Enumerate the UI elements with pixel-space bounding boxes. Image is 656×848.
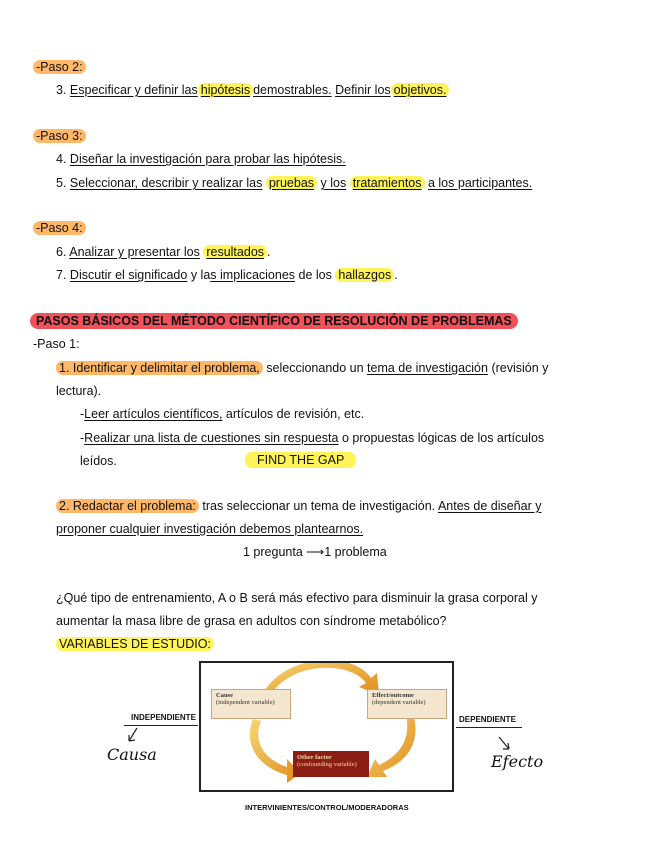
item2-underline-1: Antes de diseñar y [437, 499, 542, 513]
item2-highlight: 2. Redactar el problema: [56, 499, 199, 513]
paso1-sub2-cont: leídos. [80, 454, 117, 468]
item5-text-1: Seleccionar, describir y realizar las [69, 176, 263, 190]
causal-diagram [199, 661, 454, 792]
item3-highlight-hipotesis: hipótesis [198, 83, 253, 97]
question-line-1: ¿Qué tipo de entrenamiento, A o B será más efectivo para disminuir la grasa corporal y [56, 591, 538, 605]
cause-sub: (independent variable) [216, 699, 275, 706]
cause-box [211, 689, 291, 719]
item2-text-1: tras seleccionar un tema de investigación. [202, 499, 436, 513]
effect-title: Effect/outcome [372, 692, 414, 699]
other-factor-box [293, 751, 369, 777]
sub2-underline: Realizar una lista de cuestiones sin respuesta [84, 431, 339, 445]
item6-number: 6. [56, 245, 67, 259]
dependiente-underline [456, 727, 522, 728]
paso1-item1 [56, 360, 548, 376]
item7-text-2: y la [190, 268, 211, 282]
paso1-label: -Paso 1: [33, 337, 80, 351]
item4-number: 4. [56, 152, 67, 166]
item5-highlight-pruebas: pruebas [266, 176, 317, 190]
paso1-sub1: -Leer artículos científicos, artículos de revisión, etc. [80, 407, 365, 421]
paso1-item2 [56, 498, 541, 514]
handwritten-causa: Causa [107, 745, 157, 764]
item1-underline: tema de investigación [367, 361, 488, 375]
item7-highlight-hallazgos: hallazgos [335, 268, 394, 282]
paso1-sub2: -Realizar una lista de cuestiones sin respuesta o propuestas lógicas de los artículos [80, 431, 545, 445]
effect-box [367, 689, 447, 719]
paso3-item5 [56, 175, 532, 191]
item3-text-3: Definir los [335, 83, 391, 97]
label-intervinientes: INTERVINIENTES/CONTROL/MODERADORAS [245, 803, 409, 812]
paso4-item6 [56, 244, 271, 260]
item7-text-4: de los [298, 268, 332, 282]
item6-text-2: . [267, 245, 271, 259]
item4-text: Diseñar la investigación para probar las hipótesis. [69, 152, 346, 166]
other-sub: (confounding variable) [297, 761, 357, 768]
section-title-text: PASOS BÁSICOS DEL MÉTODO CIENTÍFICO DE RESOLUCIÓN DE PROBLEMAS [30, 313, 518, 329]
effect-sub: (dependent variable) [372, 699, 426, 706]
paso2-label-text: -Paso 2: [33, 60, 86, 74]
ratio-left: 1 pregunta [243, 545, 303, 559]
item3-highlight-objetivos: objetivos. [391, 83, 450, 97]
item5-text-3: a los participantes. [427, 176, 533, 190]
item5-highlight-tratamientos: tratamientos [350, 176, 425, 190]
ratio-arrow-icon: ⟶ [306, 545, 325, 559]
item7-number: 7. [56, 268, 67, 282]
paso3-label-text: -Paso 3: [33, 129, 86, 143]
item7-text-1: Discutir el significado [69, 268, 188, 282]
question-line-2: aumentar la masa libre de grasa en adultos con síndrome metabólico? [56, 614, 447, 628]
label-dependiente: DEPENDIENTE [459, 715, 516, 724]
item1-text-2: (revisión y [491, 361, 549, 375]
paso4-label-text: -Paso 4: [33, 221, 86, 235]
arrow-down-left-icon [125, 726, 141, 746]
variables-title-text: VARIABLES DE ESTUDIO: [56, 637, 214, 651]
find-the-gap-text: FIND THE GAP [245, 452, 356, 468]
item5-number: 5. [56, 176, 67, 190]
item3-number: 3. [56, 83, 67, 97]
section-title [30, 313, 518, 329]
paso2-item3 [56, 82, 449, 98]
item7-text-5: . [394, 268, 398, 282]
ratio-line [243, 544, 387, 560]
label-independiente: INDEPENDIENTE [131, 713, 196, 722]
sub1-underline: Leer artículos científicos, [84, 407, 223, 421]
paso3-item4 [56, 151, 346, 167]
item5-text-2: y los [320, 176, 347, 190]
item3-text-2: demostrables. [253, 83, 332, 97]
item6-highlight-resultados: resultados [203, 245, 267, 259]
item7-text-3: s implicaciones [210, 268, 296, 282]
item6-text-1: Analizar y presentar los [69, 245, 200, 259]
paso1-item2-cont [56, 521, 363, 537]
paso4-item7 [56, 267, 398, 283]
item3-text-1: Especificar y definir las [69, 83, 198, 97]
paso4-label [33, 220, 86, 236]
paso3-label [33, 128, 86, 144]
handwritten-efecto: Efecto [491, 752, 544, 771]
item1-text-1: seleccionando un [266, 361, 364, 375]
variables-title [56, 636, 214, 652]
other-title: Other factor [297, 754, 332, 761]
find-the-gap [245, 452, 356, 468]
sub1-text: artículos de revisión, etc. [225, 407, 365, 421]
paso1-item1-cont: lectura). [56, 384, 102, 398]
paso2-label [33, 59, 86, 75]
sub2-text: o propuestas lógicas de los artículos [341, 431, 545, 445]
cause-title: Cause [216, 692, 233, 699]
item2-underline-2: proponer cualquier investigación debemos plantearnos. [56, 522, 364, 536]
item1-highlight: 1. Identificar y delimitar el problema, [56, 361, 263, 375]
ratio-right: 1 problema [324, 545, 387, 559]
